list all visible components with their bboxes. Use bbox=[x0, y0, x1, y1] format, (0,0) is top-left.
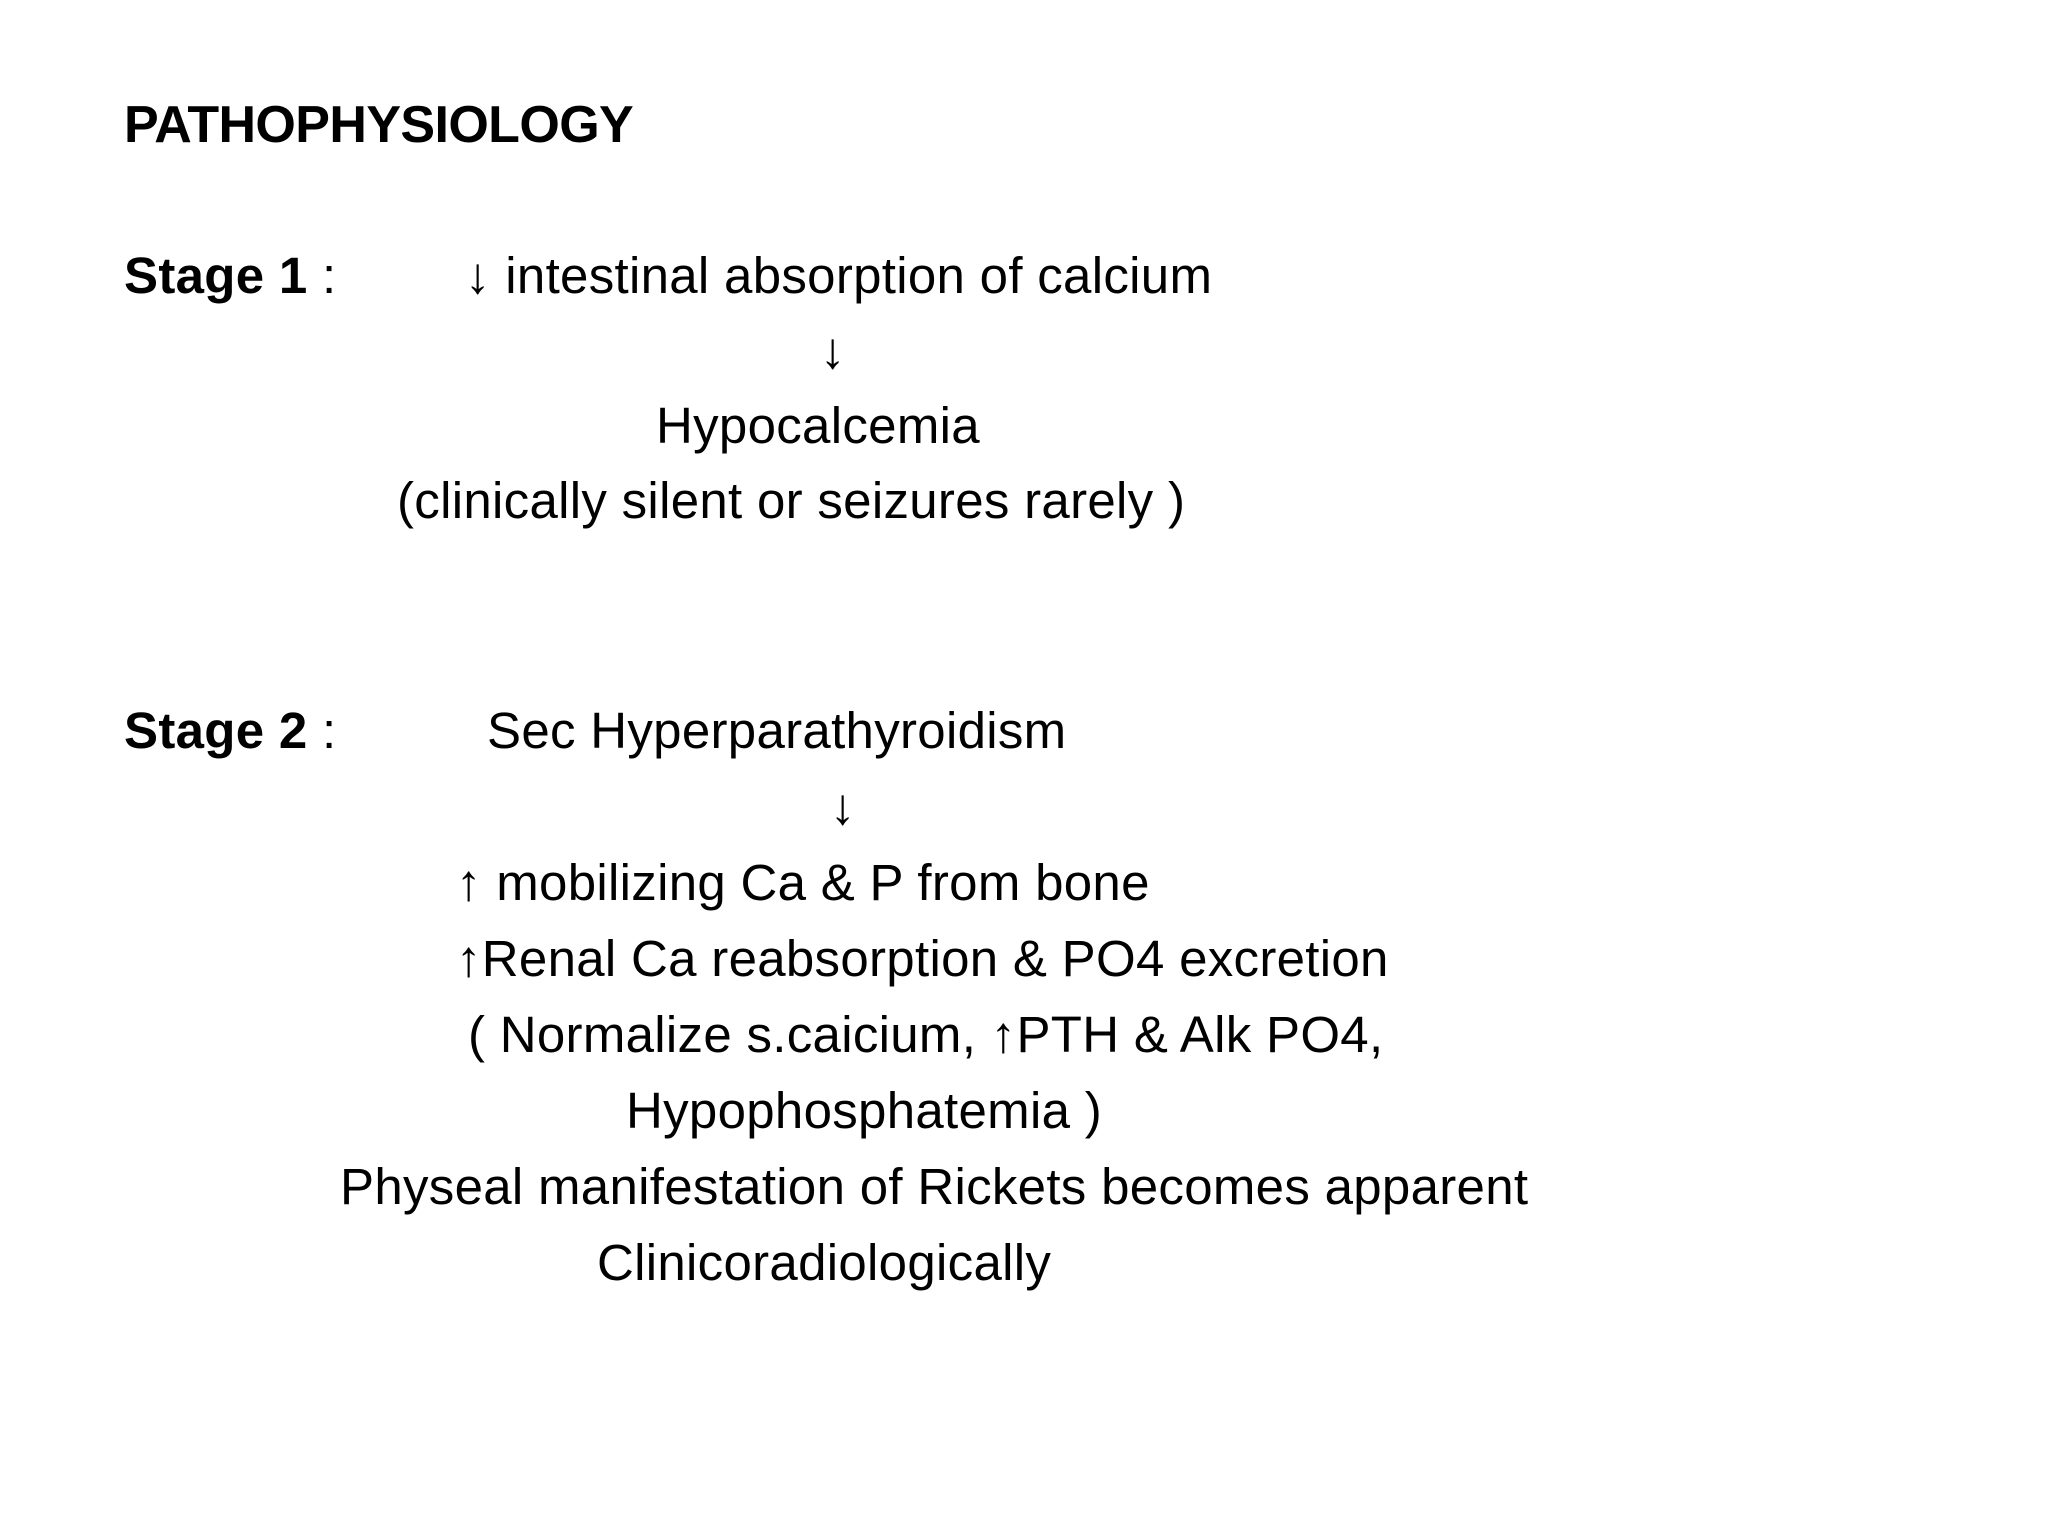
stage-2-line-physeal: Physeal manifestation of Rickets becomes apparent bbox=[340, 1158, 1529, 1215]
stage-1-line-hypocalcemia: Hypocalcemia bbox=[656, 397, 980, 454]
stage-2-line-hyperparathyroidism: Sec Hyperparathyroidism bbox=[487, 702, 1067, 759]
stage-2-down-arrow: ↓ bbox=[830, 778, 856, 835]
stage-1-line-absorption: ↓ intestinal absorption of calcium bbox=[465, 247, 1213, 304]
stage-2-heading bbox=[124, 700, 336, 762]
stage-1-label: Stage 1 bbox=[124, 247, 308, 304]
stage-1-separator: : bbox=[307, 247, 337, 304]
stage-2-line-renal: ↑Renal Ca reabsorption & PO4 excretion bbox=[456, 930, 1389, 987]
stage-2-line-hypophosphatemia: Hypophosphatemia ) bbox=[626, 1082, 1103, 1139]
slide-title: PATHOPHYSIOLOGY bbox=[124, 96, 634, 154]
stage-2-line-mobilizing: ↑ mobilizing Ca & P from bone bbox=[456, 854, 1150, 911]
stage-1-line-note: (clinically silent or seizures rarely ) bbox=[397, 472, 1186, 529]
stage-1-down-arrow: ↓ bbox=[820, 322, 846, 379]
stage-2-label: Stage 2 bbox=[124, 702, 308, 759]
stage-2-line-normalize: ( Normalize s.caicium, ↑PTH & Alk PO4, bbox=[468, 1006, 1384, 1063]
stage-1-heading bbox=[124, 245, 336, 307]
stage-2-separator: : bbox=[307, 702, 337, 759]
stage-2-line-clinicoradiologically: Clinicoradiologically bbox=[597, 1234, 1052, 1291]
